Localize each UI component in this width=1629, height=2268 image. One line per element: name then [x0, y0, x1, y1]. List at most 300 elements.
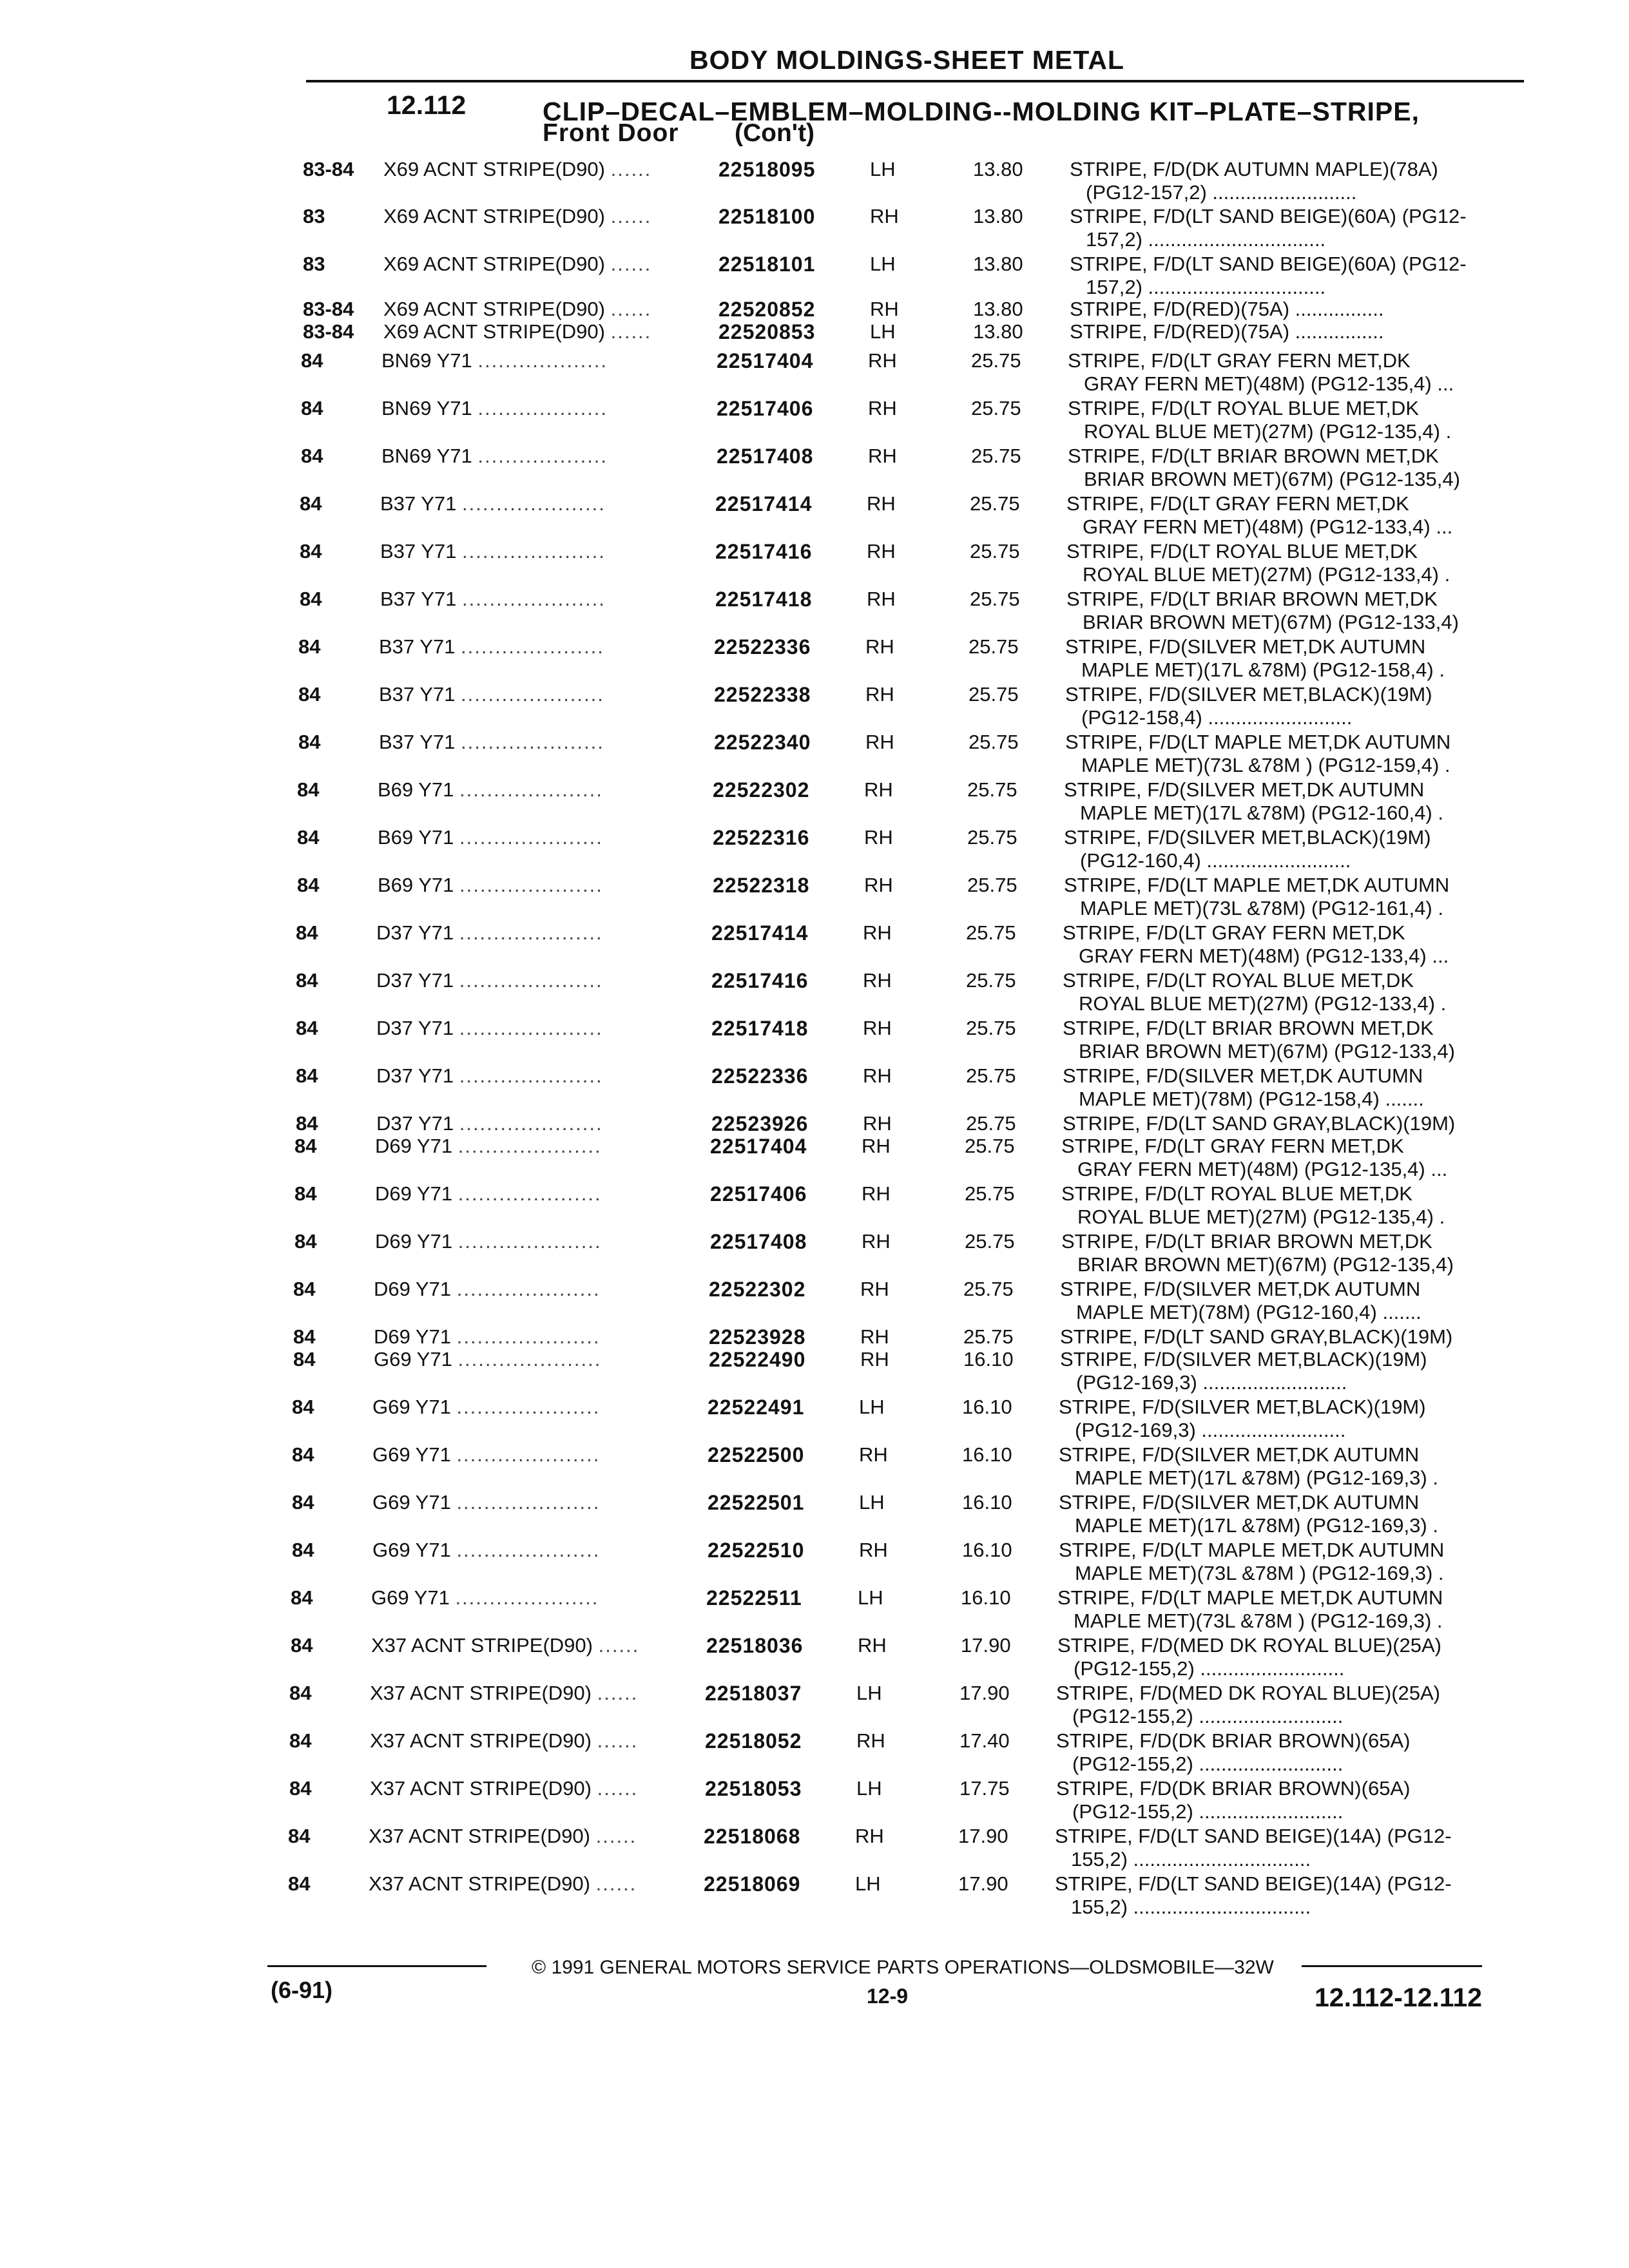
row-description-cont: (PG12-157,2) ..........................: [1086, 181, 1357, 204]
row-model: [370, 1729, 638, 1753]
row-part-number: 22517414: [711, 921, 809, 945]
row-side: RH: [855, 1825, 884, 1847]
row-year: 84: [294, 1230, 317, 1253]
row-year: 84: [296, 1064, 318, 1087]
row-model-text: B37 Y71: [379, 731, 456, 753]
row-year: 83-84: [303, 158, 354, 180]
row-price: 25.75: [965, 1230, 1015, 1253]
row-year: 84: [293, 1325, 316, 1348]
row-leader-dots: ...................: [477, 445, 608, 467]
row-leader-dots: .....................: [459, 874, 603, 896]
row-side: RH: [863, 1112, 892, 1135]
row-year: 84: [301, 397, 323, 419]
row-description: STRIPE, F/D(LT MAPLE MET,DK AUTUMN: [1057, 1586, 1443, 1609]
table-row: [296, 969, 1520, 1014]
row-leader-dots: .....................: [459, 1064, 603, 1087]
row-model: [381, 445, 608, 468]
row-description-cont: MAPLE MET)(73L &78M ) (PG12-169,3) .: [1075, 1562, 1444, 1584]
row-model-text: B37 Y71: [380, 588, 457, 610]
row-description: STRIPE, F/D(SILVER MET,BLACK)(19M): [1060, 1348, 1427, 1370]
table-row: [291, 1634, 1515, 1679]
row-year: 83-84: [303, 320, 354, 343]
row-part-number: 22522511: [706, 1586, 802, 1610]
row-model: [378, 874, 603, 897]
row-part-number: 22522336: [714, 635, 811, 658]
row-model-text: BN69 Y71: [381, 349, 472, 372]
row-description: STRIPE, F/D(LT GRAY FERN MET,DK: [1068, 349, 1411, 372]
row-side: LH: [870, 320, 896, 343]
row-part-number: 22522340: [714, 731, 811, 754]
row-model-text: D69 Y71: [374, 1278, 452, 1300]
row-price: 25.75: [967, 826, 1017, 849]
row-side: RH: [862, 1230, 891, 1253]
row-description: STRIPE, F/D(LT SAND BEIGE)(14A) (PG12-: [1055, 1825, 1452, 1847]
row-price: 16.10: [963, 1348, 1014, 1370]
row-model: [383, 320, 651, 343]
row-model-text: X37 ACNT STRIPE(D90): [370, 1729, 592, 1752]
row-model-text: D37 Y71: [376, 1112, 454, 1135]
row-price: 25.75: [971, 349, 1021, 372]
row-model: [383, 298, 651, 321]
row-year: 84: [301, 349, 323, 372]
row-price: 25.75: [966, 969, 1016, 992]
table-row: [301, 349, 1525, 394]
row-model-text: D37 Y71: [376, 969, 454, 992]
section-subtitle: Front Door: [543, 119, 679, 147]
row-model: [383, 253, 651, 276]
row-price: 13.80: [973, 205, 1023, 227]
table-row: [298, 683, 1523, 728]
row-part-number: 22522318: [713, 874, 810, 897]
row-model-text: G69 Y71: [372, 1539, 451, 1561]
row-side: RH: [865, 731, 894, 753]
row-side: RH: [865, 635, 894, 658]
row-description: STRIPE, F/D(SILVER MET,DK AUTUMN: [1063, 1064, 1423, 1087]
row-price: 16.10: [962, 1443, 1012, 1466]
row-model: [369, 1825, 637, 1848]
row-side: RH: [859, 1539, 888, 1561]
row-year: 84: [300, 492, 322, 515]
row-price: 25.75: [965, 1182, 1015, 1205]
row-description-cont: 157,2) ................................: [1086, 228, 1326, 251]
row-model: [372, 1539, 600, 1562]
row-side: LH: [859, 1491, 885, 1514]
row-price: 17.90: [959, 1682, 1010, 1704]
row-description: STRIPE, F/D(LT SAND BEIGE)(60A) (PG12-: [1070, 253, 1467, 275]
row-description-cont: MAPLE MET)(73L &78M ) (PG12-169,3) .: [1074, 1610, 1443, 1632]
row-side: LH: [870, 253, 896, 275]
row-model: [375, 1230, 602, 1253]
row-model: [372, 1443, 600, 1466]
table-row: [294, 1230, 1519, 1275]
row-price: 25.75: [963, 1278, 1014, 1300]
table-row: [292, 1443, 1516, 1488]
row-model-text: D69 Y71: [375, 1230, 453, 1253]
row-description-cont: (PG12-155,2) ..........................: [1072, 1753, 1344, 1775]
row-price: 25.75: [965, 1135, 1015, 1157]
row-side: RH: [858, 1634, 887, 1657]
row-model-text: G69 Y71: [372, 1396, 451, 1418]
row-side: RH: [863, 921, 892, 944]
row-part-number: 22522501: [708, 1491, 805, 1514]
row-model-text: B69 Y71: [378, 874, 454, 896]
row-description: STRIPE, F/D(MED DK ROYAL BLUE)(25A): [1056, 1682, 1440, 1704]
table-row: [296, 1064, 1520, 1110]
row-description: STRIPE, F/D(DK BRIAR BROWN)(65A): [1056, 1729, 1411, 1752]
row-side: RH: [860, 1348, 889, 1370]
row-side: LH: [858, 1586, 883, 1609]
row-description-cont: MAPLE MET)(78M) (PG12-158,4) .......: [1079, 1088, 1424, 1110]
row-description: STRIPE, F/D(LT BRIAR BROWN MET,DK: [1066, 588, 1438, 610]
row-part-number: 22522316: [713, 826, 810, 849]
row-description-cont: BRIAR BROWN MET)(67M) (PG12-135,4): [1077, 1253, 1454, 1276]
row-leader-dots: ......: [610, 205, 652, 227]
row-model-text: B37 Y71: [379, 683, 456, 706]
row-model-text: X37 ACNT STRIPE(D90): [370, 1777, 592, 1800]
row-leader-dots: .....................: [461, 683, 604, 706]
row-description: STRIPE, F/D(LT SAND BEIGE)(60A) (PG12-: [1070, 205, 1467, 227]
row-year: 83: [303, 253, 325, 275]
row-description: STRIPE, F/D(LT SAND BEIGE)(14A) (PG12-: [1055, 1872, 1452, 1895]
row-description-cont: (PG12-158,4) ..........................: [1081, 706, 1353, 729]
row-leader-dots: .....................: [458, 1348, 602, 1370]
row-part-number: 22517406: [717, 397, 814, 420]
row-year: 84: [288, 1825, 311, 1847]
row-leader-dots: .....................: [459, 1017, 603, 1039]
row-description-cont: BRIAR BROWN MET)(67M) (PG12-135,4): [1084, 468, 1460, 490]
row-leader-dots: .....................: [459, 826, 603, 849]
row-part-number: 22518053: [705, 1777, 802, 1800]
row-side: RH: [864, 778, 893, 801]
row-side: LH: [870, 158, 896, 180]
row-side: LH: [856, 1682, 882, 1704]
row-year: 84: [291, 1586, 313, 1609]
row-model: [372, 1491, 600, 1514]
row-model-text: X69 ACNT STRIPE(D90): [383, 205, 605, 227]
row-description: STRIPE, F/D(LT GRAY FERN MET,DK: [1061, 1135, 1404, 1157]
row-model: [374, 1278, 601, 1301]
table-row: [300, 540, 1524, 585]
row-price: 25.75: [969, 683, 1019, 706]
row-description: STRIPE, F/D(LT ROYAL BLUE MET,DK: [1061, 1182, 1412, 1205]
row-description-cont: GRAY FERN MET)(48M) (PG12-133,4) ...: [1083, 515, 1453, 538]
row-description-cont: MAPLE MET)(17L &78M) (PG12-169,3) .: [1075, 1514, 1438, 1537]
row-description: STRIPE, F/D(LT ROYAL BLUE MET,DK: [1063, 969, 1414, 992]
row-year: 84: [291, 1634, 313, 1657]
row-price: 25.75: [966, 1064, 1016, 1087]
row-part-number: 22522338: [714, 683, 811, 706]
row-leader-dots: ......: [595, 1825, 637, 1847]
row-side: RH: [867, 588, 896, 610]
row-description-cont: MAPLE MET)(17L &78M) (PG12-160,4) .: [1080, 802, 1443, 824]
row-price: 25.75: [963, 1325, 1014, 1348]
row-part-number: 22522336: [711, 1064, 809, 1088]
row-price: 16.10: [962, 1491, 1012, 1514]
row-part-number: 22520853: [718, 320, 816, 343]
row-year: 84: [289, 1729, 312, 1752]
row-model-text: BN69 Y71: [381, 445, 472, 467]
row-model-text: X37 ACNT STRIPE(D90): [370, 1682, 592, 1704]
footer-page-number: 12-9: [867, 1984, 909, 2008]
row-side: RH: [870, 205, 899, 227]
row-price: 17.90: [958, 1825, 1008, 1847]
row-part-number: 22517416: [711, 969, 809, 992]
row-part-number: 22522500: [708, 1443, 805, 1466]
row-price: 17.90: [961, 1634, 1011, 1657]
row-model-text: G69 Y71: [374, 1348, 452, 1370]
row-side: RH: [868, 349, 897, 372]
table-row: [291, 1586, 1515, 1631]
row-price: 25.75: [970, 492, 1020, 515]
row-year: 84: [289, 1682, 312, 1704]
row-leader-dots: ......: [598, 1634, 640, 1657]
row-leader-dots: ......: [597, 1729, 639, 1752]
row-year: 84: [298, 683, 321, 706]
row-leader-dots: ......: [597, 1682, 639, 1704]
row-model: [376, 921, 603, 945]
row-model: [371, 1586, 599, 1610]
row-description: STRIPE, F/D(LT MAPLE MET,DK AUTUMN: [1059, 1539, 1445, 1561]
row-year: 84: [300, 540, 322, 562]
table-row: [300, 492, 1524, 537]
row-side: RH: [870, 298, 899, 320]
row-year: 84: [298, 731, 321, 753]
row-description-cont: BRIAR BROWN MET)(67M) (PG12-133,4): [1083, 611, 1459, 633]
row-side: LH: [855, 1872, 881, 1895]
row-model-text: D37 Y71: [376, 1064, 454, 1087]
row-side: RH: [868, 397, 897, 419]
row-leader-dots: .....................: [456, 1278, 601, 1300]
row-model: [376, 1064, 603, 1088]
row-year: 84: [292, 1396, 314, 1418]
row-price: 16.10: [961, 1586, 1011, 1609]
row-description: STRIPE, F/D(LT GRAY FERN MET,DK: [1063, 921, 1405, 944]
footer-copyright: © 1991 GENERAL MOTORS SERVICE PARTS OPERATIONS—OLDSMOBILE—32W: [532, 1957, 1274, 1978]
row-model: [371, 1634, 639, 1657]
row-side: RH: [860, 1278, 889, 1300]
row-part-number: 22517406: [710, 1182, 807, 1206]
row-model: [380, 588, 606, 611]
section-number: 12.112: [387, 90, 467, 120]
table-row: [292, 1491, 1516, 1536]
row-part-number: 22517408: [710, 1230, 807, 1253]
row-side: RH: [860, 1325, 889, 1348]
row-description-cont: (PG12-169,3) ..........................: [1075, 1419, 1346, 1441]
row-leader-dots: .....................: [459, 778, 603, 801]
row-part-number: 22523926: [711, 1112, 809, 1135]
row-description: STRIPE, F/D(LT BRIAR BROWN MET,DK: [1061, 1230, 1432, 1253]
row-price: 17.75: [959, 1777, 1010, 1800]
row-year: 84: [301, 445, 323, 467]
row-year: 84: [296, 969, 318, 992]
row-leader-dots: .....................: [462, 492, 606, 515]
row-part-number: 22518095: [718, 158, 816, 181]
table-row: [289, 1777, 1514, 1822]
row-description-cont: BRIAR BROWN MET)(67M) (PG12-133,4): [1079, 1040, 1455, 1062]
page-header-title: BODY MOLDINGS-SHEET METAL: [689, 45, 1124, 75]
footer-date: (6-91): [271, 1977, 333, 2003]
row-description-cont: MAPLE MET)(73L &78M ) (PG12-159,4) .: [1081, 754, 1451, 776]
row-leader-dots: .....................: [462, 588, 606, 610]
row-model-text: X69 ACNT STRIPE(D90): [383, 298, 605, 320]
footer-section-range: 12.112-12.112: [1315, 1983, 1482, 2012]
row-price: 16.10: [962, 1539, 1012, 1561]
table-row: [303, 205, 1527, 250]
row-description-cont: ROYAL BLUE MET)(27M) (PG12-135,4) .: [1077, 1206, 1445, 1228]
row-year: 84: [296, 921, 318, 944]
row-side: RH: [862, 1182, 891, 1205]
row-price: 25.75: [969, 731, 1019, 753]
row-leader-dots: .....................: [459, 921, 603, 944]
row-part-number: 22522302: [709, 1278, 806, 1301]
row-description: STRIPE, F/D(LT BRIAR BROWN MET,DK: [1063, 1017, 1434, 1039]
row-leader-dots: .....................: [461, 731, 604, 753]
row-model: [374, 1325, 601, 1349]
row-part-number: 22522490: [709, 1348, 806, 1371]
row-description-cont: ROYAL BLUE MET)(27M) (PG12-133,4) .: [1079, 992, 1447, 1015]
row-year: 84: [294, 1182, 317, 1205]
table-row: [301, 445, 1525, 490]
row-description: STRIPE, F/D(LT MAPLE MET,DK AUTUMN: [1064, 874, 1450, 896]
row-model-text: X69 ACNT STRIPE(D90): [383, 320, 605, 343]
row-side: LH: [856, 1777, 882, 1800]
row-model: [374, 1348, 601, 1371]
row-model: [378, 778, 603, 802]
row-description: STRIPE, F/D(LT MAPLE MET,DK AUTUMN: [1065, 731, 1451, 753]
row-model: [370, 1682, 638, 1705]
row-description: STRIPE, F/D(DK AUTUMN MAPLE)(78A): [1070, 158, 1438, 180]
row-model: [383, 205, 651, 228]
row-side: RH: [856, 1729, 885, 1752]
row-part-number: 22518037: [705, 1682, 802, 1705]
row-model: [380, 540, 606, 563]
row-price: 25.75: [966, 1112, 1016, 1135]
row-year: 84: [297, 826, 320, 849]
row-leader-dots: ......: [610, 158, 652, 180]
row-model-text: B37 Y71: [380, 540, 457, 562]
row-side: RH: [864, 826, 893, 849]
row-description: STRIPE, F/D(RED)(75A) ................: [1070, 298, 1384, 320]
row-model: [379, 635, 604, 658]
row-model-text: D37 Y71: [376, 1017, 454, 1039]
row-leader-dots: .....................: [458, 1230, 602, 1253]
row-price: 13.80: [973, 158, 1023, 180]
row-leader-dots: .....................: [456, 1325, 601, 1348]
row-price: 17.40: [959, 1729, 1010, 1752]
row-price: 25.75: [971, 445, 1021, 467]
table-row: [298, 635, 1523, 680]
row-part-number: 22518069: [704, 1872, 801, 1896]
row-model: [376, 1017, 603, 1040]
row-description: STRIPE, F/D(DK BRIAR BROWN)(65A): [1056, 1777, 1411, 1800]
row-model: [375, 1182, 602, 1206]
row-year: 84: [297, 874, 320, 896]
row-leader-dots: .....................: [461, 635, 604, 658]
row-year: 84: [294, 1135, 317, 1157]
row-description-cont: (PG12-160,4) ..........................: [1080, 849, 1351, 872]
row-year: 84: [288, 1872, 311, 1895]
row-part-number: 22518100: [718, 205, 816, 228]
table-row: [298, 731, 1523, 776]
row-leader-dots: ...................: [477, 349, 608, 372]
row-price: 25.75: [967, 874, 1017, 896]
row-year: 84: [292, 1491, 314, 1514]
row-description-cont: (PG12-155,2) ..........................: [1074, 1657, 1345, 1680]
row-part-number: 22523928: [709, 1325, 806, 1349]
row-leader-dots: .....................: [456, 1491, 601, 1514]
row-model: [381, 349, 608, 372]
row-side: RH: [868, 445, 897, 467]
row-description-cont: (PG12-155,2) ..........................: [1072, 1705, 1344, 1727]
row-side: RH: [862, 1135, 891, 1157]
row-model-text: B37 Y71: [380, 492, 457, 515]
row-side: RH: [864, 874, 893, 896]
row-description: STRIPE, F/D(SILVER MET,BLACK)(19M): [1059, 1396, 1426, 1418]
row-model-text: BN69 Y71: [381, 397, 472, 419]
row-part-number: 22518036: [706, 1634, 804, 1657]
row-leader-dots: .....................: [462, 540, 606, 562]
row-model-text: D69 Y71: [375, 1182, 453, 1205]
row-year: 84: [296, 1112, 318, 1135]
row-part-number: 22517404: [717, 349, 814, 372]
table-row: [292, 1396, 1516, 1441]
row-model: [381, 397, 608, 420]
table-row: [303, 253, 1527, 298]
row-description: STRIPE, F/D(LT ROYAL BLUE MET,DK: [1066, 540, 1418, 562]
row-model-text: X37 ACNT STRIPE(D90): [371, 1634, 593, 1657]
row-part-number: 22518101: [718, 253, 816, 276]
row-year: 84: [289, 1777, 312, 1800]
table-row: [294, 1182, 1519, 1227]
row-part-number: 22517416: [715, 540, 813, 563]
row-part-number: 22517418: [715, 588, 813, 611]
row-side: RH: [867, 540, 896, 562]
header-rule: [306, 80, 1524, 82]
row-description: STRIPE, F/D(SILVER MET,DK AUTUMN: [1065, 635, 1426, 658]
row-description-cont: ROYAL BLUE MET)(27M) (PG12-135,4) .: [1084, 420, 1452, 443]
row-leader-dots: ...................: [477, 397, 608, 419]
row-description-cont: GRAY FERN MET)(48M) (PG12-133,4) ...: [1079, 945, 1449, 967]
row-side: RH: [863, 1017, 892, 1039]
row-description: STRIPE, F/D(SILVER MET,DK AUTUMN: [1064, 778, 1425, 801]
row-model-text: X37 ACNT STRIPE(D90): [369, 1872, 590, 1895]
row-year: 83: [303, 205, 325, 227]
table-row: [292, 1539, 1516, 1584]
row-model-text: D69 Y71: [374, 1325, 452, 1348]
row-model-text: X69 ACNT STRIPE(D90): [383, 253, 605, 275]
row-model: [369, 1872, 637, 1896]
row-leader-dots: ......: [597, 1777, 639, 1800]
row-description: STRIPE, F/D(SILVER MET,DK AUTUMN: [1059, 1443, 1420, 1466]
row-model-text: G69 Y71: [371, 1586, 450, 1609]
row-part-number: 22517418: [711, 1017, 809, 1040]
row-leader-dots: ......: [610, 253, 652, 275]
row-part-number: 22518068: [704, 1825, 801, 1848]
row-model-text: G69 Y71: [372, 1491, 451, 1514]
row-model-text: B69 Y71: [378, 826, 454, 849]
row-description-cont: MAPLE MET)(73L &78M) (PG12-161,4) .: [1080, 897, 1443, 919]
table-row: [297, 874, 1521, 919]
table-row: [294, 1135, 1519, 1180]
row-leader-dots: .....................: [458, 1135, 602, 1157]
table-row: [289, 1682, 1514, 1727]
row-description: STRIPE, F/D(LT ROYAL BLUE MET,DK: [1068, 397, 1419, 419]
footer-rule-left: [267, 1965, 487, 1967]
row-model: [379, 683, 604, 706]
footer-rule-right: [1302, 1965, 1482, 1967]
row-year: 84: [298, 635, 321, 658]
row-part-number: 22522510: [708, 1539, 805, 1562]
